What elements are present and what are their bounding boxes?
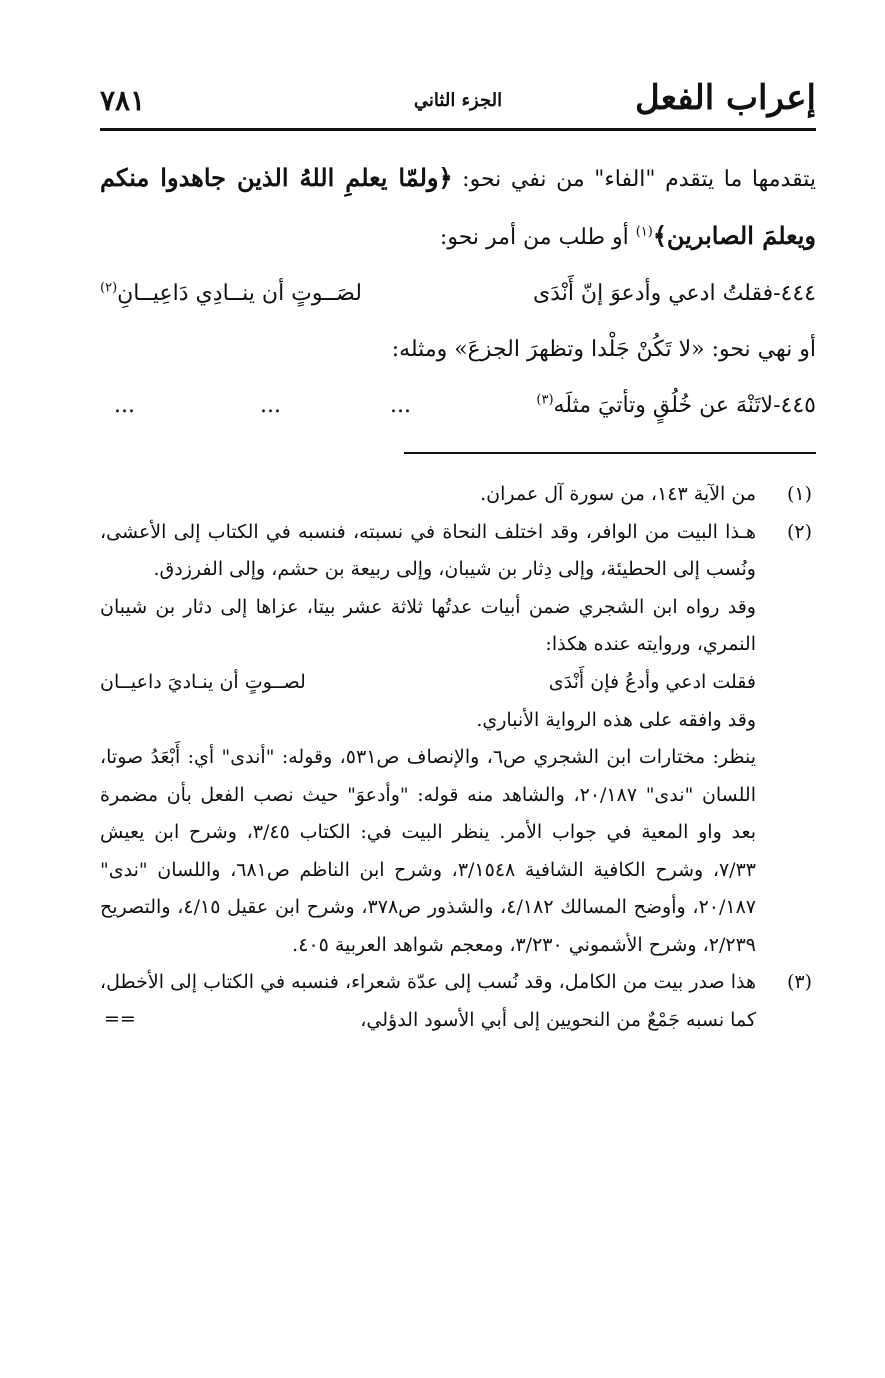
verse-444-second-half: لصَــوتٍ أن ينــادِي دَاعِيــانِ bbox=[117, 281, 362, 306]
paragraph-1 bbox=[100, 150, 816, 266]
para1-suffix: أو طلب من أمر نحو: bbox=[439, 225, 636, 250]
footnote-ref-2: (٢) bbox=[100, 280, 118, 296]
footnote-2 bbox=[100, 514, 816, 965]
footnote-2-verse-first: فقلت ادعي وأدعُ فإن أَنْدَى bbox=[548, 670, 756, 693]
footnote-ref-1: (١) bbox=[635, 224, 653, 240]
footnote-3-text: هذا صدر بيت من الكامل، وقد نُسب إلى عدّة شعراء، فنسبه في الكتاب إلى الأخطل، كما نسبه جَمْعٌ من النحويين إلى أبي الأسود الدؤلي، bbox=[100, 971, 756, 1031]
quran-quote: ﴿ولمّا يعلمِ اللهُ الذين جاهدوا منكم ويعلمَ الصابرين﴾ bbox=[100, 163, 816, 250]
footnote-separator bbox=[404, 452, 816, 454]
continuation-mark: == bbox=[104, 1008, 136, 1030]
ellipsis-3: ... bbox=[114, 393, 135, 418]
footnote-2-para-1: هـذا البيت من الوافر، وقد اختلف النحاة في نسبته، فنسبه في الكتاب إلى الأعشى، ونُسب إلى الحطيئة، وإلى دِثار بن شيبان، وإلى ربيعة بن حشم، وإلى الفرزدق. bbox=[100, 520, 756, 580]
footnote-3 bbox=[100, 964, 816, 1039]
ellipsis-1: ... bbox=[390, 393, 411, 418]
footnote-3-number: (٣) bbox=[786, 971, 812, 993]
footnote-ref-3: (٣) bbox=[536, 392, 554, 408]
volume-label: الجزء الثاني bbox=[413, 90, 503, 111]
verse-444-second-half-wrap bbox=[100, 266, 362, 322]
page-number: ٧٨١ bbox=[100, 84, 146, 117]
page-header bbox=[100, 74, 816, 126]
footnote-2-para-4: ينظر: مختارات ابن الشجري ص٦، والإنصاف ص٥٣١، وقوله: "أندى" أي: أَبْعَدُ صوتا، اللسان "ندى" ٢٠/١٨٧، والشاهد منه قوله: "وأدعوَ" حيث نصب الفعل بأن مضمرة بعد واو المعية في جواب الأمر. ينظر البيت في: الكتاب ٣/٤٥، وشرح ابن يعيش ٧/٣٣، وشرح الكافية الشافية ٣/١٥٤٨، وشرح ابن الناظم ص٦٨١، واللسان "ندى" ٢٠/١٨٧، وأوضح المسالك ٤/١٨٢، والشذور ص٣٧٨، وشرح ابن عقيل ٤/١٥، والتصريح ٢/٢٣٩، وشرح الأشموني ٣/٢٣٠، ومعجم شواهد العربية ٤٠٥. bbox=[100, 746, 756, 956]
chapter-title: إعراب الفعل bbox=[635, 78, 816, 118]
footnote-3-body bbox=[100, 964, 756, 1039]
verse-445-first-half: ٤٤٥-لاتَنْهَ عن خُلُقٍ وتأتيَ مثلَه bbox=[553, 393, 816, 418]
ellipsis-2: ... bbox=[260, 393, 281, 418]
footnote-1-number: (١) bbox=[786, 483, 812, 505]
footnote-2-para-3: وقد وافقه على هذه الرواية الأنباري. bbox=[476, 708, 756, 731]
verse-445 bbox=[100, 378, 816, 434]
footnote-1 bbox=[100, 476, 816, 514]
verse-445-first-half-wrap bbox=[536, 378, 816, 434]
footnote-1-text: من الآية ١٤٣، من سورة آل عمران. bbox=[480, 483, 756, 505]
footnotes bbox=[100, 476, 816, 1039]
footnote-2-verse-second: لصــوتٍ أن ينـاديَ داعيــان bbox=[100, 670, 306, 693]
verse-444-first-half: ٤٤٤-فقلتُ ادعي وأدعوَ إنّ أَنْدَى bbox=[532, 281, 816, 306]
footnote-2-number: (٢) bbox=[786, 520, 812, 543]
header-rule bbox=[100, 128, 816, 131]
footnote-2-verse bbox=[100, 664, 756, 702]
para1-prefix: يتقدمها ما يتقدم "الفاء" من نفي نحو: bbox=[452, 167, 816, 192]
paragraph-2: أو نهي نحو: «لا تَكُنْ جَلْدا وتظهرَ الجزعَ» ومثله: bbox=[391, 337, 816, 362]
footnote-2-para-2: وقد رواه ابن الشجري ضمن أبيات عدتُها ثلاثة عشر بيتا، عزاها إلى دثار بن شيبان النمري، وروايته عنده هكذا: bbox=[100, 595, 756, 655]
main-text bbox=[100, 150, 816, 434]
verse-444 bbox=[100, 266, 816, 322]
